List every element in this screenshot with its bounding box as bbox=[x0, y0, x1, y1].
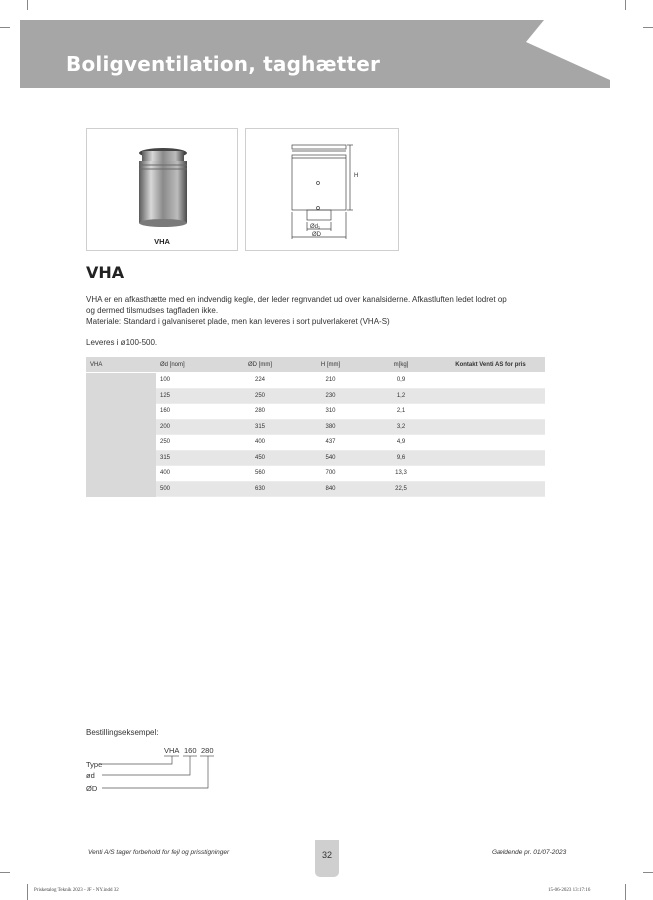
column-header: Kontakt Venti AS for pris bbox=[436, 357, 545, 373]
table-cell bbox=[436, 450, 545, 466]
table-cell: 400 bbox=[225, 435, 295, 451]
order-example-label: Bestillingseksempel: bbox=[86, 728, 159, 737]
order-example-diagram bbox=[80, 740, 240, 800]
page-number: 32 bbox=[321, 850, 332, 860]
dim-od-small-label: Ød₁ bbox=[310, 224, 321, 230]
table-cell: 200 bbox=[156, 419, 225, 435]
order-code-type: VHA bbox=[164, 746, 180, 755]
column-header: m[kg] bbox=[366, 357, 436, 373]
crop-mark bbox=[0, 872, 10, 873]
table-header-row bbox=[86, 357, 545, 373]
table-cell bbox=[436, 481, 545, 497]
table-cell bbox=[436, 419, 545, 435]
column-header: Ød [nom] bbox=[156, 357, 225, 373]
table-cell: 125 bbox=[156, 388, 225, 404]
order-label-type: Type bbox=[86, 760, 103, 769]
table-cell: 210 bbox=[295, 373, 366, 389]
table-cell bbox=[436, 404, 545, 420]
product-heading: VHA bbox=[86, 263, 125, 282]
description-line: VHA er en afkasthætte med en indvendig kegle, der leder regnvandet ud over kanalsiderne. Afkastluften ledet lodret op bbox=[86, 295, 507, 304]
table-cell: 400 bbox=[156, 466, 225, 482]
table-cell: 250 bbox=[156, 435, 225, 451]
table-cell: 315 bbox=[156, 450, 225, 466]
order-label-D: ØD bbox=[86, 784, 98, 793]
column-header: ØD [mm] bbox=[225, 357, 295, 373]
table-cell: 437 bbox=[295, 435, 366, 451]
footer-disclaimer: Venti A/S tager forbehold for fejl og prisstigninger bbox=[88, 849, 230, 856]
crop-mark bbox=[625, 884, 626, 900]
table-cell bbox=[436, 388, 545, 404]
print-slug-file: Prisketalog Teknik 2023 - JF - NY.indd 32 bbox=[34, 888, 119, 893]
table-cell: 315 bbox=[225, 419, 295, 435]
crop-mark bbox=[643, 27, 653, 28]
table-cell bbox=[436, 373, 545, 389]
footer-validity: Gældende pr. 01/07-2023 bbox=[492, 849, 567, 856]
crop-mark bbox=[625, 0, 626, 10]
column-header: H [mm] bbox=[295, 357, 366, 373]
table-cell: 160 bbox=[156, 404, 225, 420]
technical-drawing bbox=[246, 129, 400, 251]
crop-mark bbox=[27, 0, 28, 10]
table-cell: 13,3 bbox=[366, 466, 436, 482]
print-slug-timestamp: 15-06-2023 13:17:16 bbox=[548, 888, 591, 893]
table-cell bbox=[436, 466, 545, 482]
description-line: Materiale: Standard i galvaniseret plade, men kan leveres i sort pulverlakeret (VHA-S) bbox=[86, 317, 390, 326]
table-cell: 310 bbox=[295, 404, 366, 420]
table-row bbox=[86, 373, 545, 389]
table-cell: 500 bbox=[156, 481, 225, 497]
table-cell: 560 bbox=[225, 466, 295, 482]
page-number-tab bbox=[315, 840, 339, 877]
product-photo bbox=[87, 129, 239, 239]
crop-mark bbox=[643, 872, 653, 873]
table-cell: 9,6 bbox=[366, 450, 436, 466]
table-group-header: VHA bbox=[86, 357, 156, 373]
table-cell: 250 bbox=[225, 388, 295, 404]
technical-drawing-box bbox=[245, 128, 399, 251]
delivery-range: Leveres i ø100-500. bbox=[86, 338, 158, 347]
table-cell: 100 bbox=[156, 373, 225, 389]
table-cell: 380 bbox=[295, 419, 366, 435]
order-code-d: 160 bbox=[184, 746, 197, 755]
dim-od-large-label: ØD bbox=[312, 232, 321, 238]
table-cell: 1,2 bbox=[366, 388, 436, 404]
spec-table bbox=[86, 357, 545, 497]
table-cell: 540 bbox=[295, 450, 366, 466]
table-cell: 840 bbox=[295, 481, 366, 497]
table-cell: 224 bbox=[225, 373, 295, 389]
dim-h-label: H bbox=[354, 173, 359, 179]
page-title: Boligventilation, taghætter bbox=[66, 52, 381, 76]
product-description bbox=[86, 294, 566, 327]
description-line: og dermed tilsmudses tagfladen ikke. bbox=[86, 306, 219, 315]
table-cell: 3,2 bbox=[366, 419, 436, 435]
table-cell: 22,5 bbox=[366, 481, 436, 497]
photo-caption: VHA bbox=[154, 237, 170, 246]
table-cell: 2,1 bbox=[366, 404, 436, 420]
table-cell: 700 bbox=[295, 466, 366, 482]
table-cell: 450 bbox=[225, 450, 295, 466]
table-cell: 4,9 bbox=[366, 435, 436, 451]
crop-mark bbox=[0, 27, 10, 28]
table-cell: 630 bbox=[225, 481, 295, 497]
product-photo-box bbox=[86, 128, 238, 251]
table-cell: 0,9 bbox=[366, 373, 436, 389]
order-code-D: 280 bbox=[201, 746, 214, 755]
table-cell: 280 bbox=[225, 404, 295, 420]
crop-mark bbox=[27, 884, 28, 900]
order-label-d: ød bbox=[86, 771, 95, 780]
table-group-cell bbox=[86, 373, 156, 497]
table-cell bbox=[436, 435, 545, 451]
table-cell: 230 bbox=[295, 388, 366, 404]
header-tab-shape bbox=[520, 20, 632, 90]
